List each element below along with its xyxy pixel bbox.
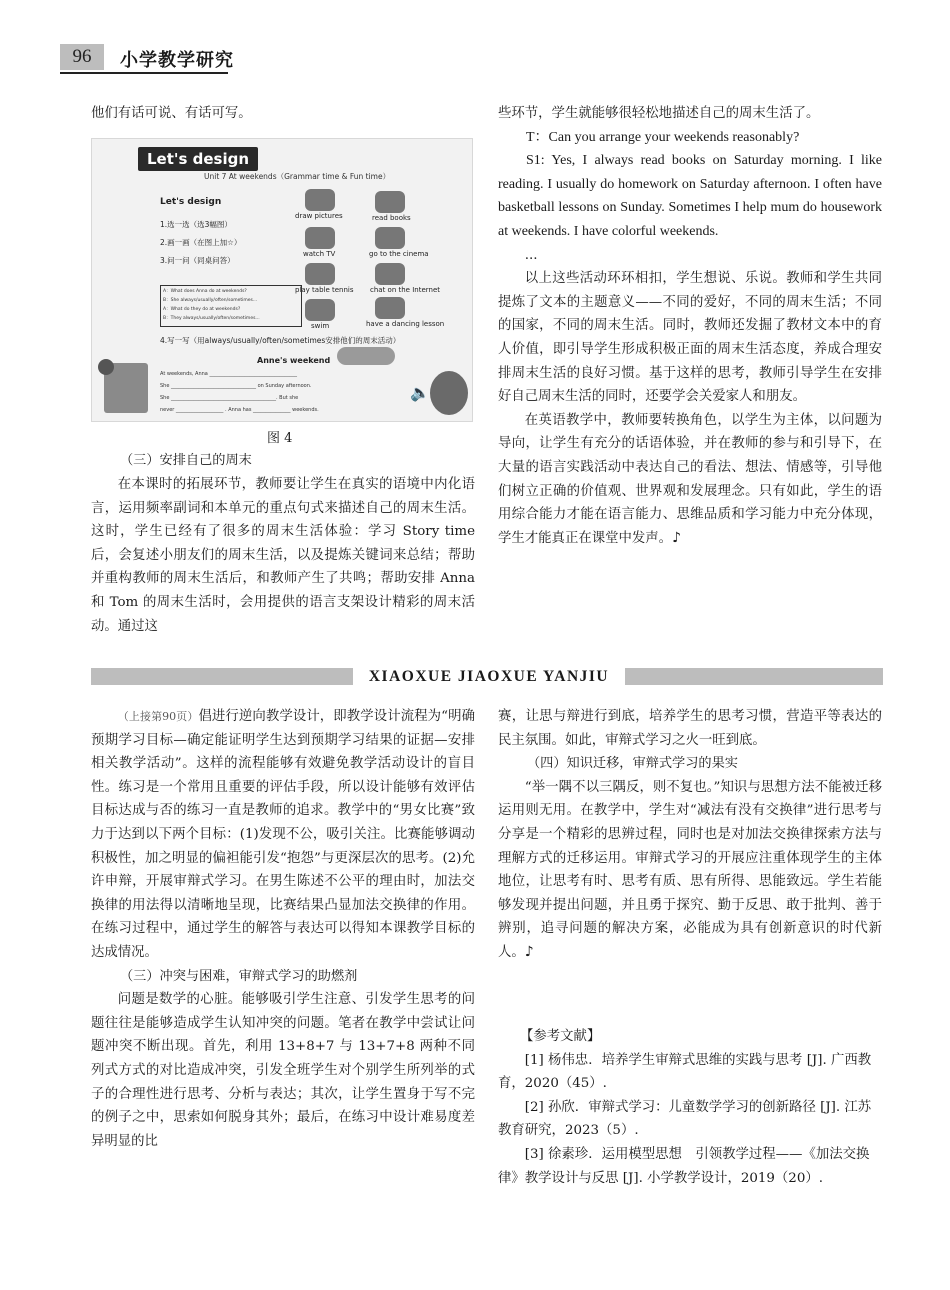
qa-line: A：What do they do at weekends?: [163, 307, 241, 312]
paragraph-text: 在英语教学中，教师要转换角色，以学生为主体，以问题为导向，让学生有充分的话语体验，并在教师的参与和引导下，在大量的语言实践活动中表达自己的看法、想法、情感等，引导他们树立正确的价值观、世界观和发展理念。只有如此，学生的语用综合能力才能在语言能力、思维品质和学习能力中充分体现，学生才能真正在课堂中发声。: [498, 412, 882, 546]
dancing-icon: [375, 297, 405, 319]
speaker-icon: 🔈: [410, 383, 430, 402]
picture-label: draw pictures: [295, 212, 343, 220]
badge-icon: [337, 347, 395, 365]
picture-label: swim: [311, 322, 330, 330]
paragraph-text: “举一隅不以三隅反，则不复也。”知识与思想方法不能被迁移运用则无用。在教学中，学生对“减法有没有交换律”进行思考与分享是一个精彩的思辨过程，同时也是对加法交换律探索方法与理解方式的迁移运用。审辩式学习的开展应注重体现学生的主体地位，让思考有时、思考有质、思有所得、思能致远。学生若能够发现并提出问题，并且勇于探究、勤于反思、敢于批判、善于辨别，追寻问题的解决方案，必能成为具有创新意识的时代新人。: [498, 779, 882, 960]
internet-icon: [375, 263, 405, 285]
section-heading-3-conflict: （三）冲突与困难，审辩式学习的助燃剂: [120, 968, 358, 984]
cartoon-character-icon: [430, 371, 468, 415]
cinema-icon: [375, 227, 405, 249]
bottom-left-paragraph-0: [91, 705, 475, 965]
reference-item: [2] 孙欣．审辩式学习：儿童数学学习的创新路径 [J]. 江苏教育研究，2023（5）.: [498, 1099, 872, 1139]
teacher-question: T：Can you arrange your weekends reasonably?: [526, 129, 800, 145]
figure-step-1: 1.选一选（选3幅图）: [160, 220, 232, 229]
writing-line: She __________________________________________. But she: [160, 395, 299, 401]
writing-line: She __________________________________ on Sunday afternoon.: [160, 383, 312, 389]
swim-icon: [305, 299, 335, 321]
reference-item: [1] 杨伟忠．培养学生审辩式思维的实践与思考 [J]. 广西教育，2020（45）.: [498, 1052, 872, 1092]
figure-step-4: 4.写一写（用always/usually/often/sometimes安排他们的周末活动）: [160, 336, 401, 345]
apple-icon: [98, 359, 114, 375]
watch-tv-icon: [305, 227, 335, 249]
table-tennis-icon: [305, 263, 335, 285]
picture-label: chat on the Internet: [370, 286, 440, 294]
bottom-right-paragraph-1: [498, 776, 882, 965]
figure-caption: 图 4: [267, 431, 293, 446]
section-heading-4-transfer: （四）知识迁移，审辩式学习的果实: [527, 756, 738, 772]
figure-heading: Let's design: [160, 197, 222, 207]
continued-from-note: （上接第90页）: [117, 710, 199, 723]
lets-design-banner: Let's design: [138, 147, 258, 171]
qa-line: B：She always/usually/often/sometimes...: [163, 298, 258, 303]
writing-line: never ___________________ . Anna has _______________ weekends.: [160, 407, 319, 413]
end-mark-icon: ♪: [672, 529, 682, 546]
picture-label: watch TV: [303, 250, 336, 258]
section-heading-3-weekend: （三）安排自己的周末: [120, 453, 252, 468]
top-left-paragraph: 在本课时的拓展环节，教师要让学生在真实的语境中内化语言，运用频率副词和本单元的重点句式来描述自己的周末生活。这时，学生已经有了很多的周末生活体验：学习 Story time 后，会复述小朋友们的周末生活，以及提炼关键词来总结；帮助并重构教师的周末生活后，和教师产生了共鸣；帮助安排 Anna 和 Tom 的周末生活时，会用提供的语言支架设计精彩的周末活动。通过这: [91, 477, 475, 634]
top-right-continued-text: 些环节，学生就能够很轻松地描述自己的周末生活了。: [498, 106, 820, 121]
references-title: 【参考文献】: [520, 1029, 601, 1044]
figure-step-2: 2.画一画（在图上加☆）: [160, 238, 242, 247]
qa-line: B：They always/usually/often/sometimes...: [163, 316, 260, 321]
bottom-right-continued-text: 赛，让思与辩进行到底，培养学生的思考习惯，营造平等表达的民主氛围。如此，审辩式学习之火一旺到底。: [498, 709, 882, 748]
figure-step-3: 3.问一问（同桌问答）: [160, 256, 235, 265]
picture-label: play table tennis: [295, 286, 354, 294]
end-mark-icon: ♪: [524, 943, 534, 960]
figure-4-lets-design: [91, 138, 473, 422]
journal-pinyin-divider: XIAOXUE JIAOXUE YANJIU: [353, 666, 625, 687]
student-answer: S1: Yes, I always read books on Saturday morning. I like reading. I usually do homework on Saturday afternoon. I often have basketball lessons on Sunday. Sometimes I help mum do housework at weekends. I have colorful weekends.: [498, 153, 882, 239]
anne-weekend-title: Anne's weekend: [257, 356, 331, 365]
paragraph-text: 倡进行逆向教学设计，即教学设计流程为“明确预期学习目标—确定能证明学生达到预期学习结果的证据—安排相关教学活动”。这样的流程能够有效避免教学活动设计的盲目性。练习是一个常用且重要的评估手段，所以设计能够有效评估目标达成与否的练习一直是教师的追求。教学中的“男女比赛”致力于达到以下两个目标：(1)发现不公，吸引关注。比赛能够调动积极性，加之明显的偏袒能引发“抱怨”与更深层次的思考。(2)允许申辩，开展审辩式学习。在男生陈述不公平的理由时，加法交换律的用法得以清晰地呈现，比赛结果凸显加法交换律的作用。在练习过程中，通过学生的解答与表达可以得知本课教学目标的达成情况。: [91, 709, 475, 960]
picture-label: read books: [372, 214, 411, 222]
journal-title: 小学教学研究: [120, 50, 234, 71]
writing-line: At weekends, Anna ___________________________________: [160, 371, 297, 377]
top-right-paragraph-2: [498, 409, 882, 551]
page-number: 96: [72, 46, 92, 67]
read-books-icon: [375, 191, 405, 213]
top-right-paragraph-1: 以上这些活动环环相扣，学生想说、乐说。教师和学生共同提炼了文本的主题意义——不同的爱好，不同的周末生活；不同的国家，不同的周末生活。同时，教师还发掘了教材文本中的育人价值，即引导学生形成积极正面的周末生活态度，养成合理安排周末生活的良好习惯。基于这样的思考，教师引导学生在安排好自己周末生活的同时，还要学会关爱家人和朋友。: [498, 271, 882, 405]
ellipsis: ...: [524, 247, 538, 263]
header-rule: [60, 72, 228, 74]
draw-pictures-icon: [305, 189, 335, 211]
qa-line: A：What does Anna do at weekends?: [163, 289, 247, 294]
reference-item: [3] 徐素珍．运用模型思想 引领教学过程——《加法交换律》教学设计与反思 [J]. 小学教学设计，2019（20）.: [498, 1146, 870, 1186]
bottom-left-paragraph-1: 问题是数学的心脏。能够吸引学生注意、引发学生思考的问题往往是能够造成学生认知冲突的问题。笔者在教学中尝试让问题冲突不断出现。首先，利用 13+8+7 与 13+7+8 两种不同列式方式的对比造成冲突，引发全班学生对个别学生所列举的式子的合理性进行思考、分析与表达；其次，让学生置身于写不完的例子之中，思索如何脱身其外；最后，在练习中设计难易度差异明显的比: [91, 992, 475, 1149]
figure-subtitle: Unit 7 At weekends（Grammar time & Fun time）: [204, 172, 391, 181]
top-left-continued-text: 他们有话可说、有话可写。: [91, 106, 252, 121]
picture-label: go to the cinema: [369, 250, 429, 258]
picture-label: have a dancing lesson: [366, 320, 445, 328]
